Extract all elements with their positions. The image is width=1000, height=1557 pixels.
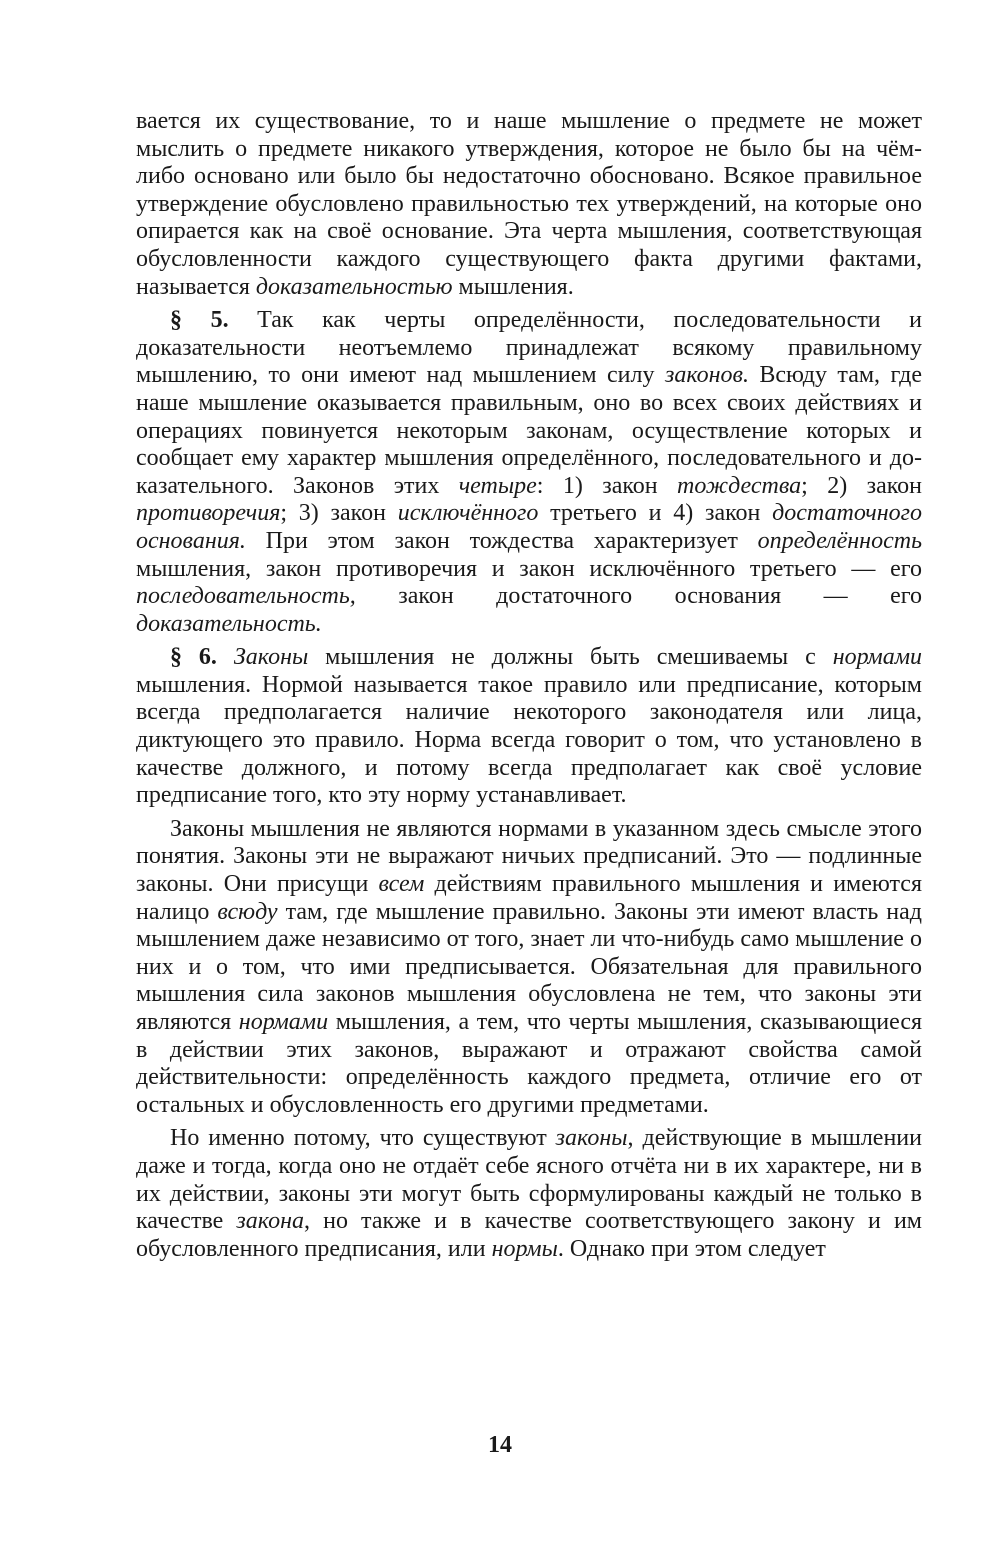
text-run: третьего и 4) закон [538,500,773,527]
italic-term: законов. [664,362,749,389]
paragraph [136,108,922,301]
italic-term: доказательность. [136,610,322,637]
text-run: ; 2) закон [801,472,922,499]
paragraph [136,1125,922,1263]
text-run: мышления. [452,273,574,300]
italic-term: противоречия [136,500,281,527]
italic-term: последовательность, [136,583,356,610]
text-run: . Однако при этом следует [557,1235,826,1262]
section-marker: § 5. [170,307,229,334]
text-run: мышления, а тем, что черты мышления, сказывающиеся в действии этих законов, выражают и отражают свойства самой действительности: определённость каждого предмета, отличие его от остальных и обусловленность его другими предметами. [136,1009,923,1118]
paragraph-section-5 [136,307,922,638]
paragraph-section-6 [136,644,922,810]
italic-term: определённость [757,527,922,554]
italic-term: исключённого [397,500,539,527]
text-run [217,644,234,670]
italic-term: всем [378,871,425,898]
italic-term: закона [236,1208,304,1235]
text-run: : 1) закон [536,472,678,499]
page-body [136,108,922,1263]
italic-term: Законы [233,644,309,671]
italic-term: всюду [217,898,278,925]
text-run: , но также и в качестве соответствующего закону и им обусловленного предписания, или [136,1208,922,1262]
text-run: вается их существование, то и наше мышление о предмете не может мыслить о предмете никакого утверждения, которое не было бы на чём-либо основано или было бы недостаточно обосновано. Всякое правильное утверждение обусловлено правильностью тех утверждений, на которые оно опирается как на своё основание. Эта черта мышления, соответствующая обусловленности каждого существующего факта другими фактами, называется [136,108,922,300]
italic-term: доказательностью [255,273,453,300]
italic-term: тождества [677,472,802,499]
text-run: , действующие в мышлении даже и тогда, когда оно не отдаёт себе ясного отчёта ни в их характере, ни в их действии, законы эти могут быть сформулированы каждый не только в качестве [136,1125,922,1235]
text-run: ; 3) закон [280,500,398,527]
page-number: 14 [488,1432,512,1458]
text-run: мышления, закон противоречия и закон исключённого третьего — его [136,555,922,582]
paragraph [136,816,922,1120]
text-run: действиям правильного мышления и имеются налицо [136,871,922,925]
text-run: Всюду там, где наше мышление оказывается правильным, оно во всех своих действиях и операциях повинуется некоторым законам, осуществление которых и сообщает ему характер мышления определённого, последовательного и доказательного. Законов этих [136,362,923,499]
section-marker: § 6. [170,644,217,671]
italic-term: нормами [832,644,923,671]
text-run: закон достаточного основания — его [355,583,922,610]
italic-term: четыре [458,472,537,499]
italic-term: законы [555,1125,628,1152]
text-run: там, где мышление правильно. Законы эти имеют власть над мышлением даже независимо от того, знает ли что-нибудь само мышление о них и о том, что ими предписывается. Обязательная для правильного мышления сила законов мышления обусловлена не тем, что законы эти являются [136,898,922,1035]
italic-term: достаточного основания. [136,500,922,554]
text-run: Законы мышления не являются нормами в указанном здесь смысле этого понятия. Законы эти не выражают ничьих предписаний. Это — подлинные законы. Они присущи [136,815,922,898]
text-run: мышления не должны быть смешиваемы с [308,644,833,671]
text-run: При этом закон тождества характеризует [245,527,758,554]
italic-term: нормы [491,1235,558,1262]
italic-term: нормами [238,1009,329,1035]
text-run: Но именно потому, что существуют [170,1125,556,1152]
text-run: мышления. Нормой называется такое правило или предписание, которым всегда предполагается наличие некоторого законодателя или лица, диктующего это правило. Норма всегда говорит о том, что установлено в качестве должного, и потому всегда предполагает как своё условие предписание того, кто эту норму устанавливает. [136,671,922,809]
text-run: Так как черты определённости, последовательности и доказательности неотъемлемо принадлежат всякому правильному мышлению, то они имеют над мышлением силу [136,307,922,389]
